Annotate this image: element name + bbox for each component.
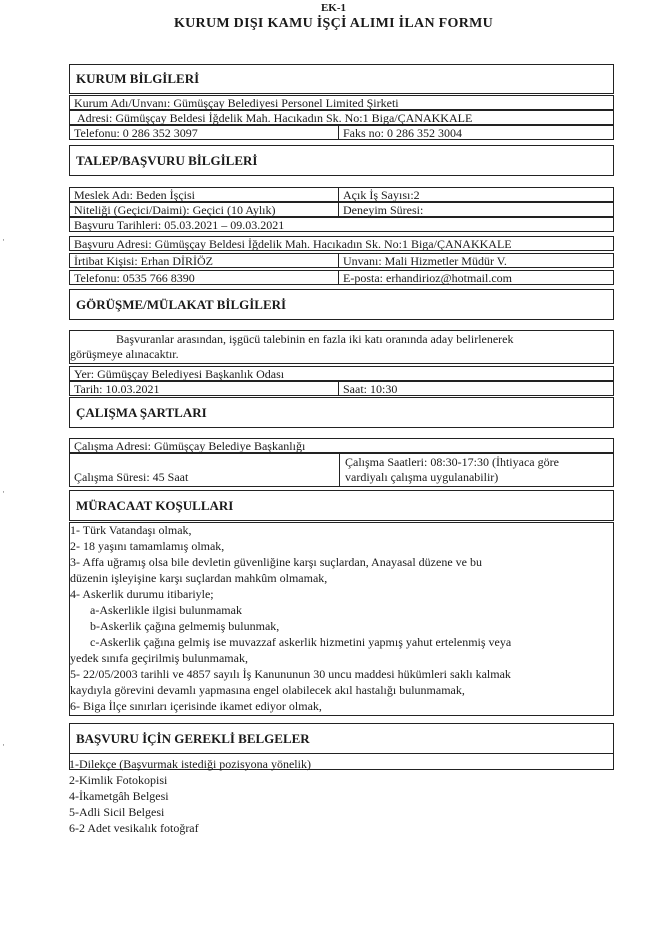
calisma-adresi: Çalışma Adresi: Gümüşçay Belediye Başkanlığı (74, 439, 306, 452)
calisma-saatleri-1: Çalışma Saatleri: 08:30-17:30 (İhtiyaca göre (345, 455, 559, 469)
section-calisma-heading: ÇALIŞMA ŞARTLARI (69, 397, 614, 428)
muracaat-line: 3- Affa uğramış olsa bile devletin güvenliğine karşı suçlardan, Anayasal düzene ve bu (70, 555, 482, 569)
gorusme-line-2: görüşmeye alınacaktır. (70, 347, 179, 361)
kurum-adi-row (69, 95, 614, 110)
muracaat-line: c-Askerlik çağına gelmiş ise muvazzaf askerlik hizmetini yapmış yahut ertelenmiş veya (90, 635, 512, 649)
talep-iletisim-row (69, 270, 614, 285)
gorusme-line-1: Başvuranlar arasından, işgücü talebinin en fazla iki katı oranında aday belirlenerek (116, 332, 514, 346)
margin-mark: · (2, 487, 5, 497)
muracaat-line: 6- Biga İlçe sınırları içerisinde ikamet ediyor olmak, (70, 699, 322, 713)
gorusme-aciklama (69, 330, 614, 364)
muracaat-line: 2- 18 yaşını tamamlamış olmak, (70, 539, 225, 553)
basvuru-adresi: Başvuru Adresi: Gümüşçay Beldesi İğdelik Mah. Hacıkadın Sk. No:1 Biga/ÇANAKKALE (74, 237, 512, 250)
basvuru-tarihleri: Başvuru Tarihleri: 05.03.2021 – 09.03.2021 (74, 218, 285, 231)
section-belgeler-heading: BAŞVURU İÇİN GEREKLİ BELGELER (69, 723, 614, 754)
kurum-faks: Faks no: 0 286 352 3004 (343, 126, 463, 139)
gorusme-tarih-row (69, 381, 614, 396)
belge-line: 5-Adli Sicil Belgesi (69, 805, 165, 819)
belgeler-right-border (613, 754, 614, 770)
muracaat-line: 1- Türk Vatandaşı olmak, (70, 523, 192, 537)
muracaat-line: yedek sınıfa geçirilmiş bulunmamak, (70, 651, 248, 665)
talep-meslek-row (69, 187, 614, 202)
niteligi: Niteliği (Geçici/Daimi): Geçici (10 Aylık) (70, 203, 339, 216)
muracaat-line: 4- Askerlik durumu itibariyle; (70, 587, 214, 601)
muracaat-line: 5- 22/05/2003 tarihli ve 4857 sayılı İş Kanununun 30 uncu maddesi hükümleri saklı kalmak (70, 667, 511, 681)
kurum-telefon-row (69, 125, 614, 140)
form-title: KURUM DIŞI KAMU İŞÇİ ALIMI İLAN FORMU (173, 16, 494, 31)
calisma-adres-row (69, 438, 614, 453)
belge-line: 1-Dilekçe (Başvurmak istediği pozisyona yönelik) (69, 757, 311, 771)
kurum-adres: Adresi: Gümüşçay Beldesi İğdelik Mah. Hacıkadın Sk. No:1 Biga/ÇANAKKALE (77, 111, 473, 124)
section-muracaat-heading: MÜRACAAT KOŞULLARI (69, 490, 614, 521)
kurum-adi: Kurum Adı/Unvanı: Gümüşçay Belediyesi Personel Limited Şirketi (74, 96, 399, 109)
talep-adres-row (69, 236, 614, 251)
muracaat-line: düzenin işleyişine karşı suçlardan mahkûm olmamak, (70, 571, 328, 585)
calisma-saatleri-2: vardiyalı çalışma uygulanabilir) (345, 470, 499, 484)
gorusme-yer: Yer: Gümüşçay Belediyesi Başkanlık Odası (74, 367, 285, 380)
muracaat-line: b-Askerlik çağına gelmemiş bulunmak, (90, 619, 280, 633)
talep-irtibat-row (69, 253, 614, 268)
gorusme-tarih: Tarih: 10.03.2021 (70, 382, 339, 395)
muracaat-list (69, 522, 614, 716)
margin-mark: · (2, 235, 5, 245)
kurum-telefon: Telefonu: 0 286 352 3097 (70, 126, 339, 139)
section-gorusme-heading: GÖRÜŞME/MÜLAKAT BİLGİLERİ (69, 289, 614, 320)
deneyim-suresi: Deneyim Süresi: (343, 203, 424, 216)
meslek-adi: Meslek Adı: Beden İşçisi (70, 188, 339, 201)
belge-line: 4-İkametgâh Belgesi (69, 789, 169, 803)
kurum-adres-row (69, 110, 614, 125)
calisma-sure-row (69, 453, 614, 487)
cell-divider (339, 454, 340, 486)
annex-label: EK-1 (320, 2, 347, 14)
muracaat-line: kaydıyla görevini devamlı yapmasına engel olabilecek akıl hastalığı bulunmamak, (70, 683, 465, 697)
irtibat-unvani: Unvanı: Mali Hizmetler Müdür V. (343, 254, 507, 267)
gorusme-yer-row (69, 366, 614, 381)
belge-line: 2-Kimlik Fotokopisi (69, 773, 168, 787)
irtibat-eposta: E-posta: erhandirioz@hotmail.com (343, 271, 513, 284)
irtibat-kisisi: İrtibat Kişisi: Erhan DİRİÖZ (70, 254, 339, 267)
irtibat-telefonu: Telefonu: 0535 766 8390 (70, 271, 339, 284)
muracaat-line: a-Askerlikle ilgisi bulunmamak (90, 603, 242, 617)
section-kurum-heading: KURUM BİLGİLERİ (69, 64, 614, 94)
talep-nitelik-row (69, 202, 614, 217)
talep-tarih-row (69, 217, 614, 232)
calisma-suresi: Çalışma Süresi: 45 Saat (74, 470, 189, 484)
acik-is-sayisi: Açık İş Sayısı:2 (343, 188, 420, 201)
section-talep-heading: TALEP/BAŞVURU BİLGİLERİ (69, 145, 614, 176)
gorusme-saat: Saat: 10:30 (343, 382, 398, 395)
belge-line: 6-2 Adet vesikalık fotoğraf (69, 821, 199, 835)
margin-mark: · (2, 740, 5, 750)
